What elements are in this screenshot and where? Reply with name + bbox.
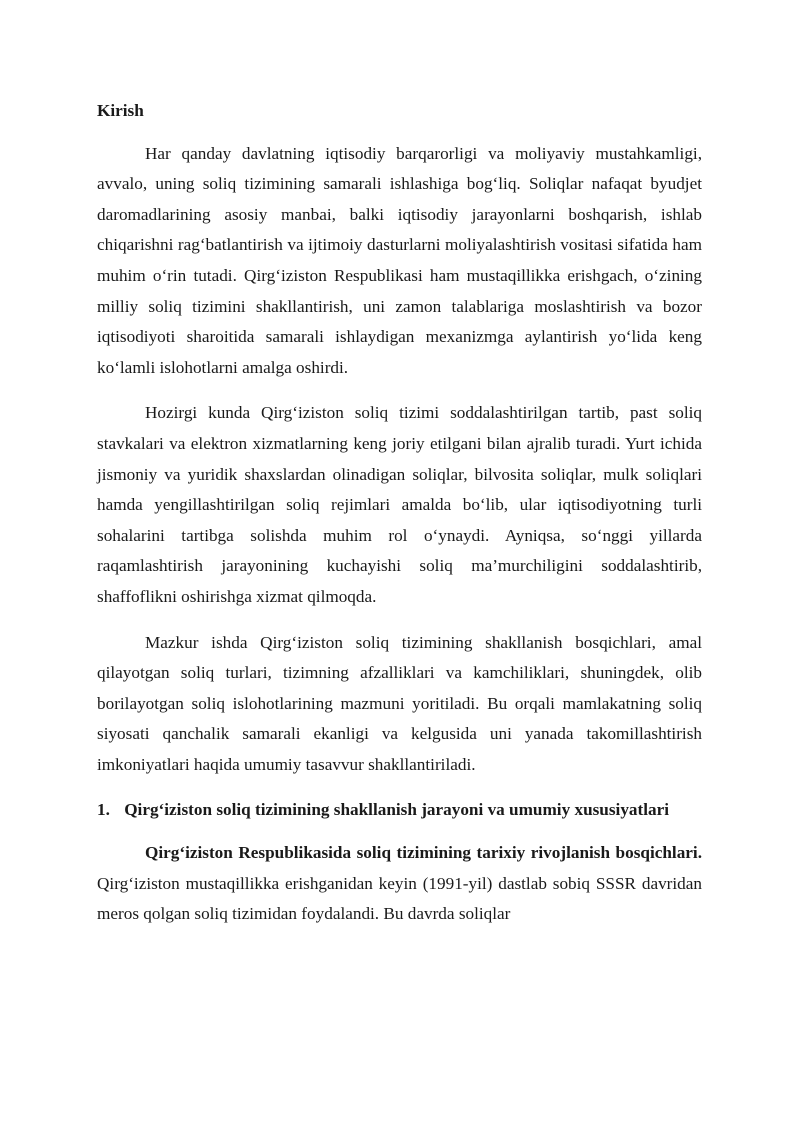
subsection-lead: Qirg‘iziston Respublikasida soliq tizimining tarixiy rivojlanish bosqichlari. (145, 843, 702, 863)
intro-heading: Kirish (97, 101, 144, 120)
subsection-text: Qirg‘iziston mustaqillikka erishganidan keyin (1991-yil) dastlab sobiq SSSR davridan meros qolgan soliq tizimidan foydalandi. Bu davrda soliqlar (97, 873, 702, 924)
subsection-paragraph (97, 838, 702, 930)
intro-paragraph-3: Mazkur ishda Qirg‘iziston soliq tizimining shakllanish bosqichlari, amal qilayotgan soliq turlari, tizimning afzalliklari va kamchiliklari, shuningdek, olib borilayotgan soliq islohotlarining mazmuni yoritiladi. Bu orqali mamlakatning soliq siyosati qanchalik samarali ekanligi va kelgusida uni yanada takomillashtirish imkoniyatlari haqida umumiy tasavvur shakllantiriladi. (97, 632, 702, 774)
section-number: 1. (97, 800, 110, 820)
intro-paragraph-1: Har qanday davlatning iqtisodiy barqarorligi va moliyaviy mustahkamligi, avvalo, uning soliq tizimining samarali ishlashiga bog‘liq. Soliqlar nafaqat byudjet daromadlarining asosiy manbai, balki iqtisodiy jarayonlarni boshqarish, ishlab chiqarishni rag‘batlantirish va ijtimoiy dasturlarni moliyalashtirish vositasi sifatida ham muhim o‘rin tutadi. Qirg‘iziston Respublikasi ham mustaqillikka erishgach, o‘zining milliy soliq tizimini shakllantirish, uni zamon talablariga moslashtirish va bozor iqtisodiyoti sharoitida samarali ishlaydigan mexanizmga aylantirish yo‘lida keng ko‘lamli islohotlarni amalga oshirdi. (97, 143, 702, 377)
section-heading (97, 795, 702, 826)
document-page (97, 96, 702, 945)
intro-paragraph-2: Hozirgi kunda Qirg‘iziston soliq tizimi soddalashtirilgan tartib, past soliq stavkalari va elektron xizmatlarning keng joriy etilgani bilan ajralib turadi. Yurt ichida jismoniy va yuridik shaxslardan olinadigan soliqlar, bilvosita soliqlar, mulk soliqlari hamda yengillashtirilgan soliq rejimlari amalda bo‘lib, ular iqtisodiyotning turli sohalarini tartibga solishda muhim rol o‘ynaydi. Ayniqsa, so‘nggi yillarda raqamlashtirish jarayonining kuchayishi soliq ma’murchiligini soddalashtirib, shaffoflikni oshirishga xizmat qilmoqda. (97, 403, 702, 606)
section-title: Qirg‘iziston soliq tizimining shakllanish jarayoni va umumiy xususiyatlari (124, 800, 670, 820)
